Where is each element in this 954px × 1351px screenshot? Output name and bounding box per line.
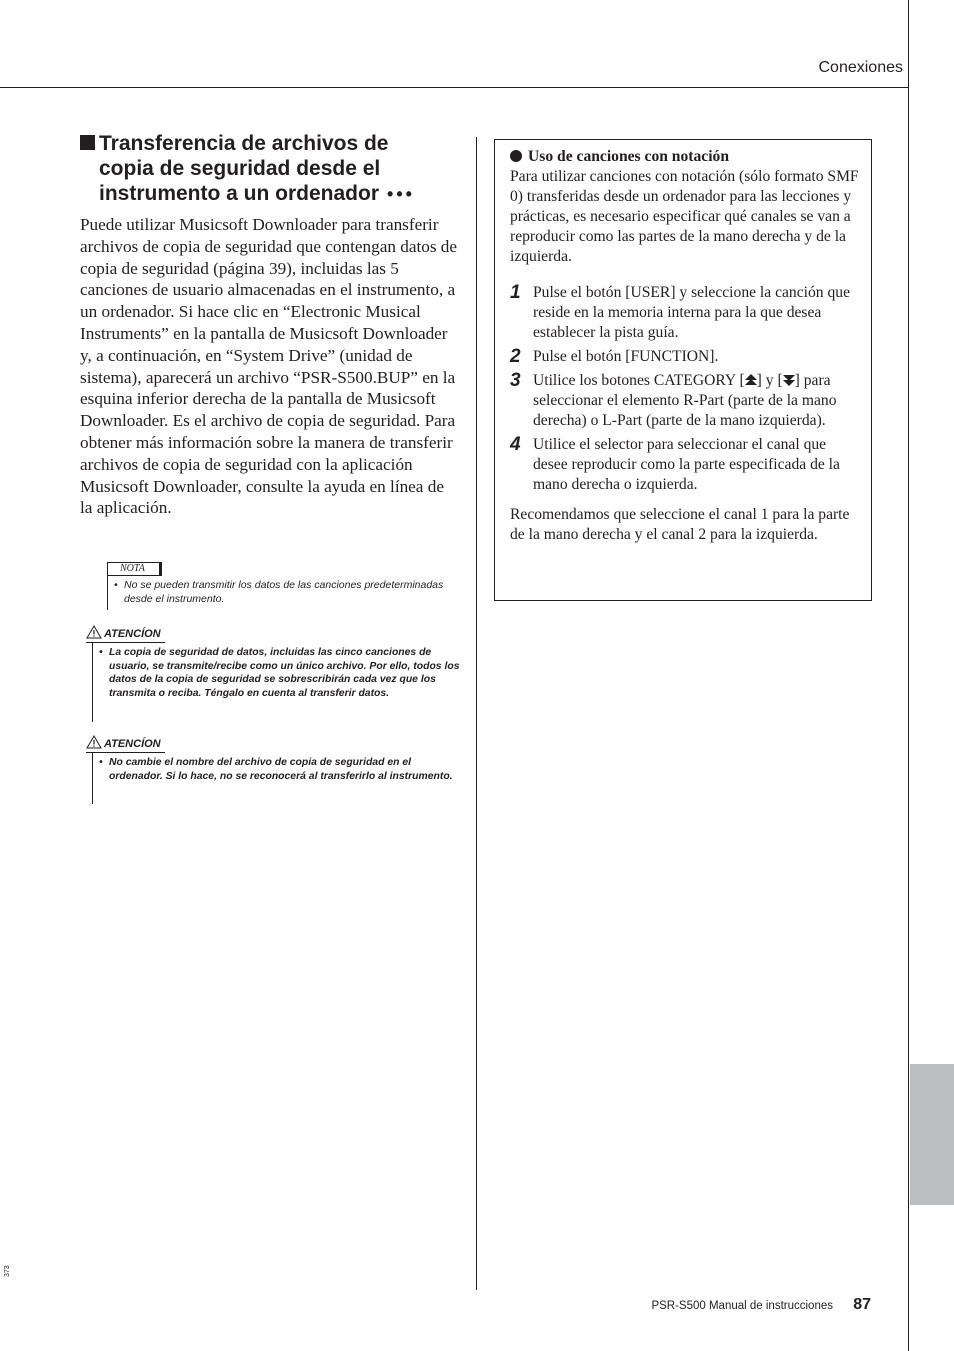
running-header: Conexiones [818,59,903,76]
column-divider [476,137,477,1290]
header-rule [0,87,909,88]
footer-code: 373 [4,1265,11,1277]
page-number: 87 [853,1296,871,1313]
caution-header [86,625,165,643]
step-number: 3 [510,370,521,391]
caution-text: La copia de seguridad de datos, incluidas las cinco canciones de usuario, se transmite/recibe como un único archivo. Por ello, todos los datos de la copia de seguridad se sobrescribirán cada vez que los transmita o reciba. Téngalo en cuenta al transferir datos. [109,647,460,700]
category-down-icon [783,374,795,386]
caution-body [92,643,466,722]
caution-block-1 [86,624,466,722]
caution-header [86,735,165,753]
step-number: 1 [510,282,521,303]
section-title-line3: instrumento a un ordenador [99,182,380,205]
caution-bullet: • [99,647,103,658]
page-edge-rule [908,0,909,1351]
step-text: Pulse el botón [FUNCTION]. [533,348,719,365]
section-title-line1: Transferencia de archivos de [99,132,389,155]
step-2 [510,347,860,367]
step-text-part: Utilice los botones CATEGORY [ [533,372,745,389]
box-heading-text: Uso de canciones con notación [528,148,729,165]
section-title-line2: copia de seguridad desde el [99,157,381,180]
note-body [107,576,467,610]
caution-text: No cambie el nombre del archivo de copia de seguridad en el ordenador. Si lo hace, no se reconocerá al transferirlo al instrumento. [109,757,453,782]
step-4 [510,435,860,495]
step-text-part: ] y [ [756,372,783,389]
chapter-side-tab [910,1064,954,1205]
filled-circle-icon [510,150,522,162]
step-1 [510,283,860,343]
step-text-part: ] para seleccionar el elemento R-Part (parte de la mano derecha) o L-Part (parte de la mano izquierda). [533,372,837,429]
step-text: Utilice el selector para seleccionar el canal que desee reproducir como la parte especificada de la mano derecha o izquierda. [533,436,840,493]
step-3 [510,371,860,431]
step-text: Pulse el botón [USER] y seleccione la canción que reside en la memoria interna para la que desea establecer la pista guía. [533,284,850,341]
note-label: NOTA [107,562,162,576]
section-title [80,131,460,207]
note-bullet: • [114,579,118,591]
step-number: 2 [510,346,521,367]
section-body: Puede utilizar Musicsoft Downloader para transferir archivos de copia de seguridad que contengan datos de copia de seguridad (página 39), incluidas las 5 canciones de usuario almacenadas en el instrumento, a un ordenador. Si hace clic en “Electronic Musical Instruments” en la pantalla de Musicsoft Downloader y, a continuación, en “System Drive” (unidad de sistema), aparecerá un archivo “PSR-S500.BUP” en la esquina inferior derecha de la pantalla de Musicsoft Downloader. Es el archivo de copia de seguridad. Para obtener más información sobre la manera de transferir archivos de copia de seguridad con la aplicación Musicsoft Downloader, consulte la ayuda en línea de la aplicación. [80,215,458,518]
box-outro: Recomendamos que seleccione el canal 1 para la parte de la mano derecha y el canal 2 para la izquierda. [510,506,850,543]
warning-triangle-icon [86,735,102,749]
notation-songs-box [494,139,872,601]
continuation-dots: ••• [387,184,415,204]
square-bullet-icon [80,135,95,150]
category-up-icon [745,374,757,386]
caution-label: ATENCÍON [104,738,161,750]
note-text: No se pueden transmitir los datos de las canciones predeterminadas desde el instrumento. [124,579,444,605]
caution-bullet: • [99,757,103,768]
caution-label: ATENCÍON [104,628,161,640]
caution-block-2 [86,734,466,804]
box-intro: Para utilizar canciones con notación (sólo formato SMF 0) transferidas desde un ordenador para las lecciones y prácticas, es necesario especificar qué canales se van a reproducir como las partes de la mano derecha y de la izquierda. [510,168,859,265]
note-block [107,558,467,610]
footer-manual-title: PSR-S500 Manual de instrucciones [651,1300,833,1312]
step-text [533,371,860,431]
box-heading [510,147,860,167]
step-number: 4 [510,434,521,455]
warning-triangle-icon [86,625,102,639]
caution-body [92,753,466,804]
